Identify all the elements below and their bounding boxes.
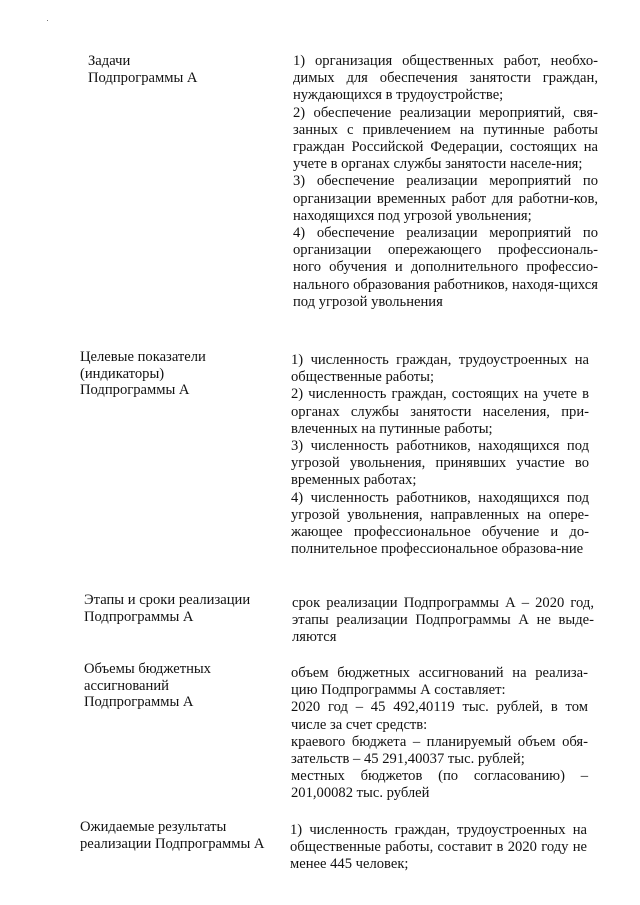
label-line: Задачи <box>88 53 131 69</box>
list-item: 2) численность граждан, состоящих на учете в органах службы занятости населения, при-влеченных на путинные работы; <box>291 386 589 437</box>
label-line: Подпрограммы А <box>80 382 190 398</box>
row-label <box>80 349 280 399</box>
label-line: Подпрограммы А <box>84 694 194 710</box>
list-item: 4) обеспечение реализации мероприятий по организации опережающего профессиональ-ного обучения и дополнительного профессио-нального образования работников, находя-щихся под угрозой увольнения <box>293 225 598 310</box>
scan-speck <box>47 20 48 21</box>
row-label <box>88 53 288 86</box>
list-item: объем бюджетных ассигнований на реализа-цию Подпрограммы А составляет: <box>291 665 588 699</box>
list-item: 1) организация общественных работ, необхо-димых для обеспечения занятости граждан, нуждающихся в трудоустройстве; <box>293 53 598 104</box>
row-label <box>84 592 284 625</box>
list-item: срок реализации Подпрограммы А – 2020 год, этапы реализации Подпрограммы А не выде-ляются <box>292 595 594 646</box>
list-item: 1) численность граждан, трудоустроенных на общественные работы; <box>291 352 589 386</box>
list-item: 3) численность работников, находящихся под угрозой увольнения, принявших участие во временных работах; <box>291 438 589 489</box>
label-line: Подпрограммы А <box>88 69 198 86</box>
row-label <box>80 819 280 852</box>
row-label <box>84 661 284 711</box>
list-item: 3) обеспечение реализации мероприятий по организации временных работ для работни-ков, находящихся под угрозой увольнения; <box>293 173 598 224</box>
label-line: Целевые показатели <box>80 349 206 365</box>
label-line: Ожидаемые результаты <box>80 819 227 835</box>
row-content <box>293 53 598 311</box>
row-content <box>291 665 588 803</box>
row-content <box>292 595 594 647</box>
list-item: 2) обеспечение реализации мероприятий, свя-занных с привлечением на путинные работы граждан Российской Федерации, состоящих на учете в органах службы занятости населе-ния; <box>293 104 598 173</box>
list-item: 2020 год – 45 492,40119 тыс. рублей, в том числе за счет средств: <box>291 699 588 733</box>
label-line: Этапы и сроки реализации <box>84 592 251 608</box>
label-line: ассигнований <box>84 677 169 694</box>
label-line: реализации Подпрограммы А <box>80 835 265 852</box>
label-line: Подпрограммы А <box>84 608 194 625</box>
label-line: Объемы бюджетных <box>84 661 211 677</box>
list-item: местных бюджетов (по согласованию) – 201,00082 тыс. рублей <box>291 768 588 802</box>
list-item: 1) численность граждан, трудоустроенных на общественные работы, составит в 2020 году не менее 445 человек; <box>290 822 587 873</box>
list-item: 4) численность работников, находящихся под угрозой увольнения, направленных на опере-жающее профессиональное обучение и до-полнительное профессиональное образова-ние <box>291 489 589 558</box>
row-content <box>291 352 589 558</box>
label-line: (индикаторы) <box>80 365 165 382</box>
row-content <box>290 822 587 874</box>
list-item: краевого бюджета – планируемый объем обя-зательств – 45 291,40037 тыс. рублей; <box>291 733 588 768</box>
